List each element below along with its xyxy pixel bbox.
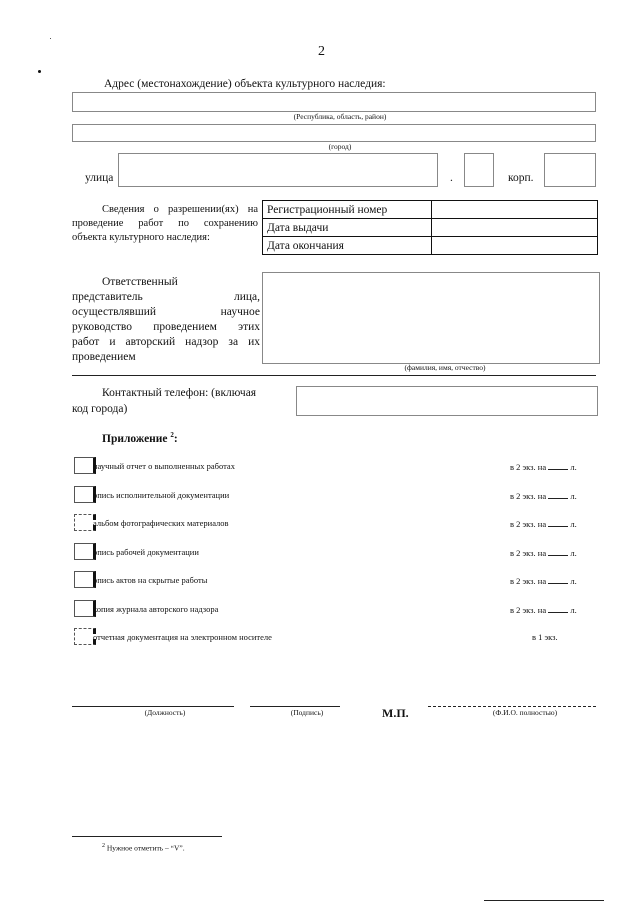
attachment-item-label: опись актов на скрытые работы — [93, 575, 208, 585]
attachment-item-label: опись рабочей документации — [93, 547, 199, 557]
rep-line-5: работ и авторский надзор за их — [72, 336, 260, 348]
page-number: 2 — [318, 44, 325, 59]
attachment-copies-text: в 2 экз. на — [510, 576, 547, 586]
house-dot: . — [450, 172, 453, 184]
attachment-copies — [510, 518, 577, 529]
region-caption: (Республика, область, район) — [293, 112, 387, 121]
permit-row-end-date — [263, 237, 598, 255]
attachment-copies-text: в 2 экз. на — [510, 605, 547, 615]
house-field[interactable] — [464, 153, 494, 187]
attachment-copies — [510, 547, 577, 558]
attachment-copies — [510, 575, 577, 586]
attachments-footnote-mark: 2 — [170, 431, 174, 439]
phone-label — [72, 385, 282, 417]
korp-field[interactable] — [544, 153, 596, 187]
attachment-sheets-label: л. — [570, 519, 577, 529]
korp-label: корп. — [508, 172, 534, 184]
attachment-item-label: опись исполнительной документации — [93, 490, 230, 500]
sheets-count-blank[interactable] — [548, 490, 568, 499]
city-caption: (город) — [328, 142, 352, 151]
city-field[interactable] — [72, 124, 596, 142]
attachment-copies — [510, 461, 577, 472]
sheets-count-blank[interactable] — [548, 575, 568, 584]
attachments-heading — [102, 431, 178, 445]
rep-line-4: руководство проведением этих — [72, 321, 260, 333]
representative-label — [72, 275, 260, 365]
attachment-copies — [510, 490, 577, 501]
signature-caption: (Подпись) — [290, 708, 324, 717]
attachment-sheets-label: л. — [570, 548, 577, 558]
rep-line-6: проведением — [72, 351, 136, 363]
attachment-sheets-label: л. — [570, 462, 577, 472]
street-field[interactable] — [118, 153, 438, 187]
name-caption: (Ф.И.О. полностью) — [492, 708, 558, 717]
rep-line-3a: осуществлявший — [72, 306, 157, 318]
rep-line-2a: представитель — [72, 291, 143, 303]
rep-line-2b: лица, — [233, 291, 260, 303]
attachment-item-label: альбом фотографических материалов — [93, 518, 229, 528]
attachment-copies-text: в 2 экз. на — [510, 462, 547, 472]
representative-field[interactable] — [262, 272, 600, 364]
permit-label-end-date: Дата окончания — [263, 237, 432, 255]
attachment-copies-text: в 2 экз. на — [510, 491, 547, 501]
footnote-separator — [72, 836, 222, 837]
attachment-sheets-label: л. — [570, 605, 577, 615]
phone-line-1: Контактный телефон: (включая — [102, 387, 257, 399]
permit-label-issue-date: Дата выдачи — [263, 219, 432, 237]
attachment-copies-text: в 2 экз. на — [510, 519, 547, 529]
attachment-copies: в 1 экз. — [532, 632, 558, 642]
bullet-mark — [38, 70, 41, 73]
rep-line-1: Ответственный — [102, 276, 178, 288]
attachment-copies-text: в 2 экз. на — [510, 548, 547, 558]
footnote — [102, 843, 185, 853]
phone-line-2: код города) — [72, 403, 128, 415]
attachment-item-label: копия журнала авторского надзора — [93, 604, 219, 614]
position-line — [72, 706, 234, 707]
permits-table — [262, 200, 598, 255]
attachment-sheets-label: л. — [570, 491, 577, 501]
permit-value-reg-number[interactable] — [432, 201, 598, 219]
rep-line-3b: научное — [220, 306, 260, 318]
sheets-count-blank[interactable] — [548, 461, 568, 470]
footnote-text: Нужное отметить – “V”. — [106, 843, 185, 853]
position-caption: (Должность) — [144, 708, 186, 717]
representative-caption: (фамилия, имя, отчество) — [404, 363, 486, 372]
attachment-item-label: научный отчет о выполненных работах — [93, 461, 235, 471]
signature-line — [250, 706, 340, 707]
attachment-copies — [510, 604, 577, 615]
permit-value-issue-date[interactable] — [432, 219, 598, 237]
address-heading: Адрес (местонахождение) объекта культурного наследия: — [104, 78, 386, 90]
stamp-label: М.П. — [382, 706, 409, 720]
permits-label: Сведения о разрешении(ях) на проведение работ по сохранению объекта культурного наследия: — [72, 204, 258, 243]
permit-row-reg-number — [263, 201, 598, 219]
dot-mark — [50, 38, 51, 39]
phone-field[interactable] — [296, 386, 598, 416]
representative-underline — [72, 375, 596, 376]
sheets-count-blank[interactable] — [548, 518, 568, 527]
footnote-mark: 2 — [102, 843, 105, 849]
sheets-count-blank[interactable] — [548, 547, 568, 556]
permit-label-reg-number: Регистрационный номер — [263, 201, 432, 219]
attachment-sheets-label: л. — [570, 576, 577, 586]
attachments-heading-text: Приложение — [102, 432, 168, 445]
permit-value-end-date[interactable] — [432, 237, 598, 255]
region-field[interactable] — [72, 92, 596, 112]
page-bottom-line — [484, 900, 604, 901]
name-line — [428, 706, 596, 707]
permit-row-issue-date — [263, 219, 598, 237]
rep-line-3 — [72, 305, 260, 320]
attachment-item-label: отчетная документация на электронном носителе — [93, 632, 272, 642]
sheets-count-blank[interactable] — [548, 604, 568, 613]
street-label: улица — [85, 172, 114, 184]
rep-line-2 — [72, 290, 260, 305]
attachments-colon: : — [173, 432, 178, 445]
